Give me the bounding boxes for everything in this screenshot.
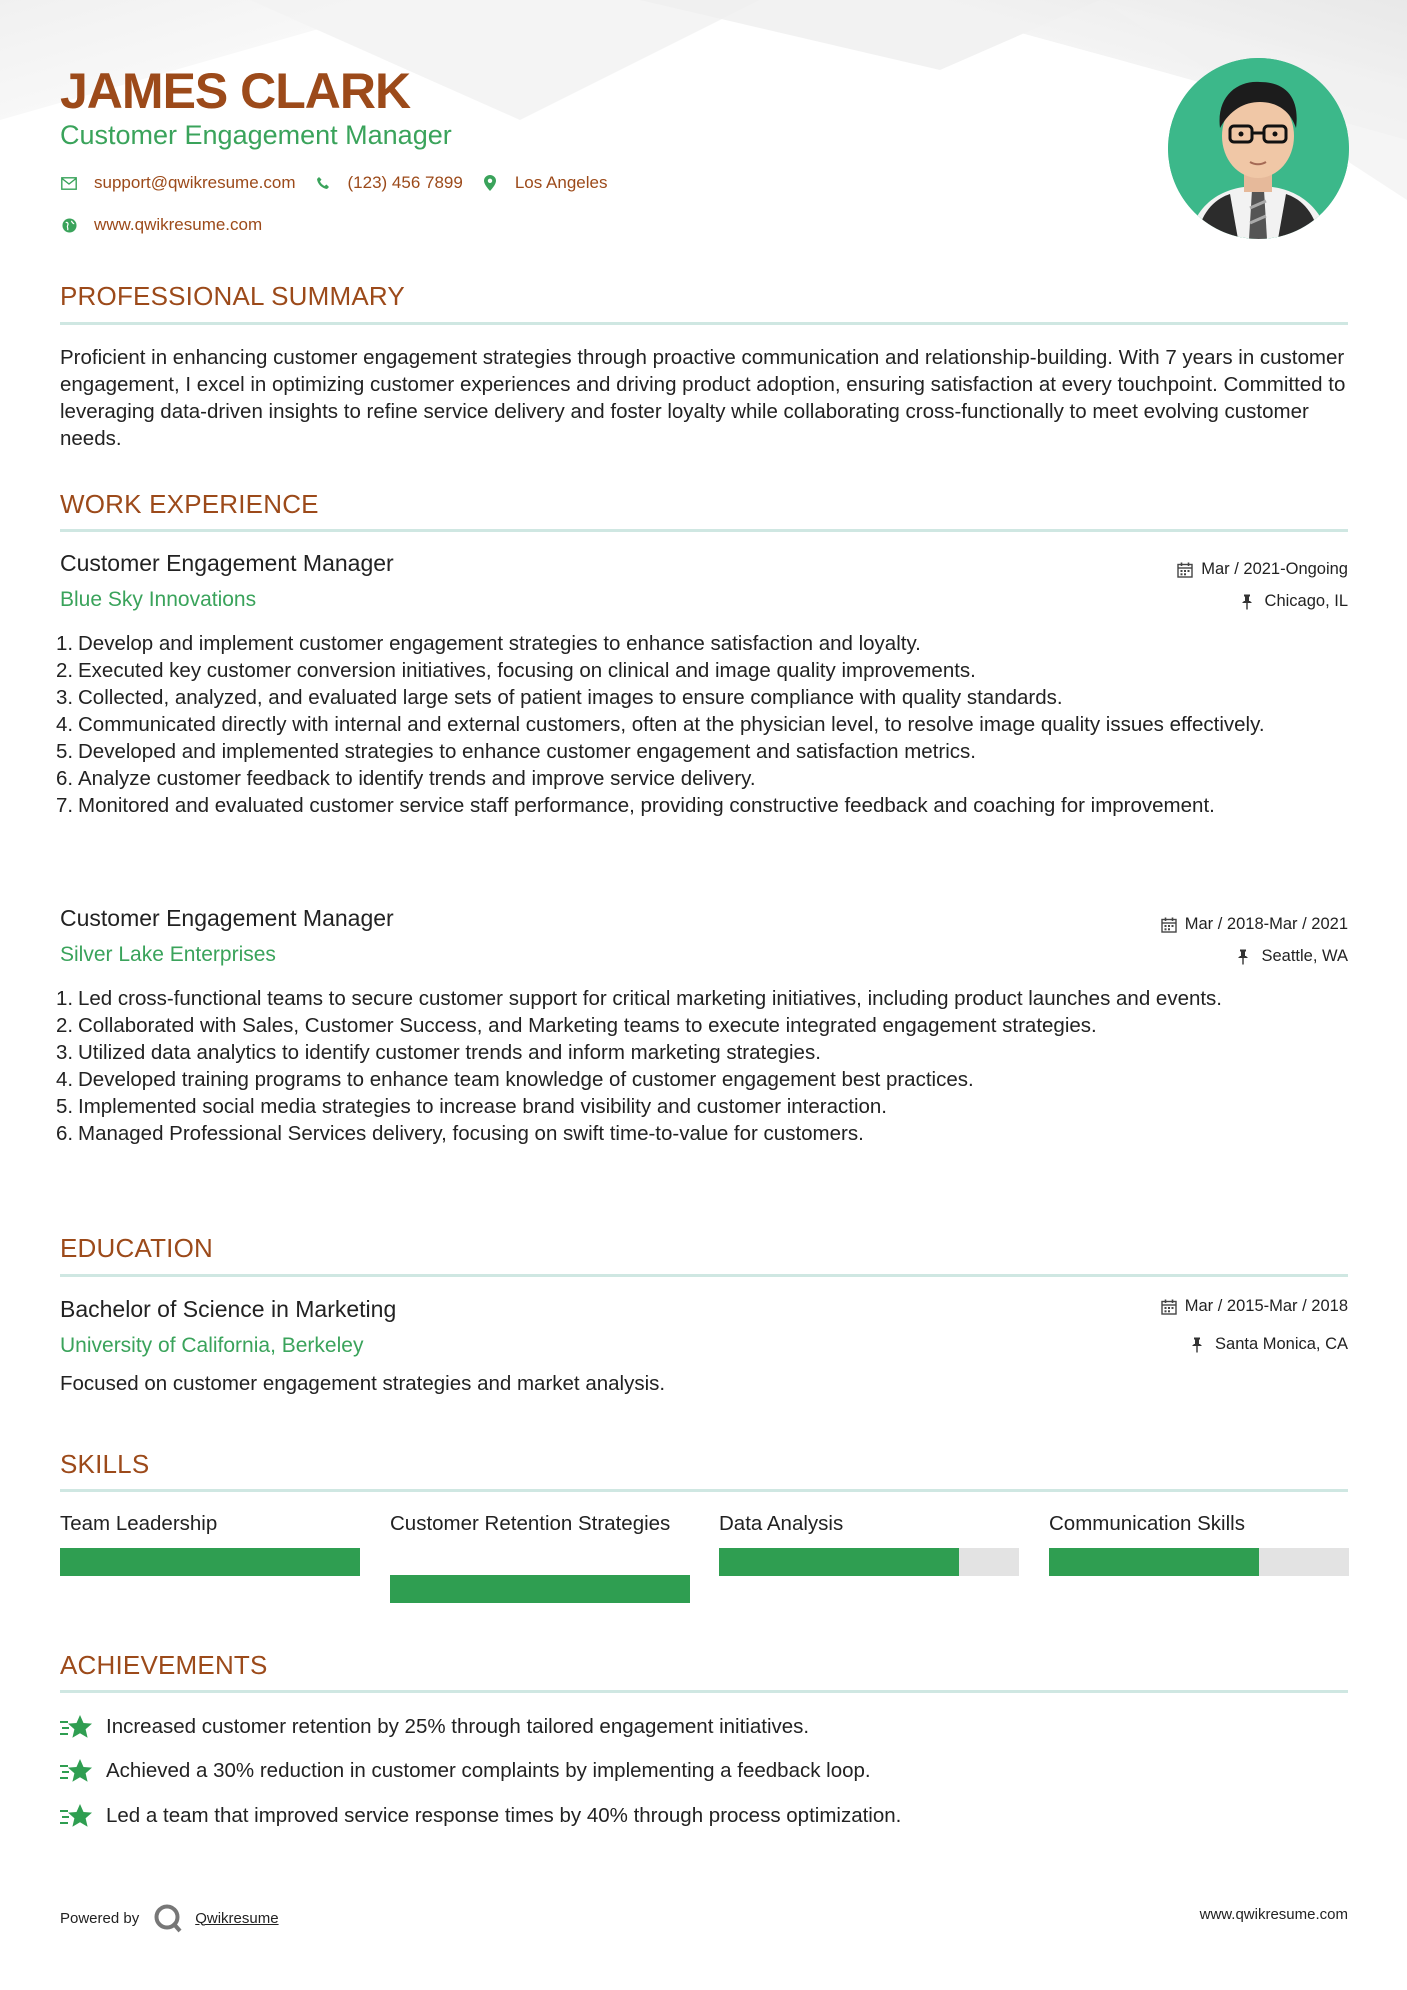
section-divider — [60, 1489, 1348, 1492]
website-item — [60, 215, 262, 235]
job-bullet-item: Analyze customer feedback to identify trends and improve service delivery. — [78, 767, 756, 790]
skill-bar — [1049, 1548, 1349, 1576]
education-dates-text: Mar / 2015-Mar / 2018 — [1184, 1297, 1348, 1315]
job-bullet-item: Developed training programs to enhance team knowledge of customer engagement best practices. — [78, 1068, 974, 1091]
qwikresume-logo-icon — [153, 1903, 183, 1933]
star-icon — [60, 1757, 94, 1785]
education-location — [1191, 1335, 1348, 1354]
skill-item — [390, 1510, 690, 1537]
envelope-icon — [60, 174, 78, 192]
job-location — [1237, 947, 1348, 966]
skill-item — [60, 1510, 360, 1537]
skill-label: Data Analysis — [719, 1512, 844, 1535]
job-bullet-item: Implemented social media strategies to increase brand visibility and customer interaction. — [78, 1095, 887, 1118]
website-text[interactable]: www.qwikresume.com — [94, 215, 263, 234]
section-divider — [60, 322, 1348, 325]
contact-row — [60, 173, 625, 193]
education-location-text: Santa Monica, CA — [1215, 1335, 1348, 1353]
job-bullet-item: Develop and implement customer engagement strategies to enhance satisfaction and loyalty. — [78, 632, 921, 655]
summary-text: Proficient in enhancing customer engagement strategies through proactive communication and relationship-building. With 7 years in customer engagement, I excel in optimizing customer experiences and driving product adoption, ensuring satisfaction at every touchpoint. Committed to leveraging data-driven insights to refine service delivery and foster loyalty while collaborating cross-functionally to meet evolving customer needs. — [60, 346, 1346, 450]
job-dates-text: Mar / 2021-Ongoing — [1201, 560, 1348, 578]
candidate-name: JAMES CLARK — [60, 63, 411, 119]
job-location-text: Chicago, IL — [1264, 592, 1348, 610]
skills-heading: SKILLS — [60, 1449, 150, 1479]
footer-powered-by — [60, 1903, 279, 1933]
pushpin-icon — [1237, 949, 1253, 965]
skill-bar-fill — [60, 1548, 360, 1576]
job-bullet-item: Communicated directly with internal and external customers, often at the physician level, to resolve image quality issues effectively. — [78, 713, 1265, 736]
school-name: University of California, Berkeley — [60, 1334, 364, 1357]
skill-bar-fill — [719, 1548, 959, 1576]
job-bullet-item: Executed key customer conversion initiatives, focusing on clinical and image quality improvements. — [78, 659, 976, 682]
email-text[interactable]: support@qwikresume.com — [94, 173, 296, 192]
job-bullet-item: Monitored and evaluated customer service staff performance, providing constructive feedback and coaching for improvement. — [78, 794, 1215, 817]
location-text: Los Angeles — [514, 173, 608, 192]
skill-bar — [60, 1548, 360, 1576]
education-description: Focused on customer engagement strategies and market analysis. — [60, 1372, 666, 1395]
skill-label: Communication Skills — [1049, 1512, 1245, 1535]
skill-bar-fill — [390, 1575, 690, 1603]
job-bullets — [60, 630, 1348, 819]
degree-title: Bachelor of Science in Marketing — [60, 1296, 397, 1322]
location-item — [481, 173, 608, 193]
job-location-text: Seattle, WA — [1261, 947, 1348, 965]
email-item — [60, 173, 296, 193]
job-dates — [1161, 915, 1348, 934]
candidate-role: Customer Engagement Manager — [60, 120, 452, 150]
job-bullet-item: Managed Professional Services delivery, focusing on swift time-to-value for customers. — [78, 1122, 864, 1145]
job-bullets — [60, 985, 1348, 1147]
pushpin-icon — [1191, 1337, 1207, 1353]
job-bullet-item: Collaborated with Sales, Customer Success, and Marketing teams to execute integrated engagement strategies. — [78, 1014, 1097, 1037]
achievement-text: Increased customer retention by 25% through tailored engagement initiatives. — [106, 1715, 810, 1738]
summary-heading: PROFESSIONAL SUMMARY — [60, 281, 405, 311]
skill-bar — [390, 1575, 690, 1603]
achievements-heading: ACHIEVEMENTS — [60, 1650, 268, 1680]
footer-website[interactable]: www.qwikresume.com — [1199, 1906, 1348, 1923]
job-title: Customer Engagement Manager — [60, 550, 394, 576]
star-icon — [60, 1713, 94, 1741]
education-dates — [1161, 1297, 1348, 1316]
phone-text: (123) 456 7899 — [347, 173, 463, 192]
skill-item — [1049, 1510, 1349, 1537]
calendar-icon — [1161, 1299, 1177, 1315]
skill-label: Customer Retention Strategies — [390, 1512, 671, 1535]
job-bullet-item: Utilized data analytics to identify customer trends and inform marketing strategies. — [78, 1041, 821, 1064]
section-divider — [60, 529, 1348, 532]
job-dates — [1177, 560, 1348, 579]
phone-item — [314, 173, 463, 193]
pushpin-icon — [1241, 594, 1257, 610]
map-pin-icon — [481, 174, 499, 192]
phone-icon — [314, 174, 332, 192]
skill-item — [719, 1510, 1019, 1537]
job-bullet-item: Collected, analyzed, and evaluated large sets of patient images to ensure compliance with quality standards. — [78, 686, 1063, 709]
website-row — [60, 215, 280, 235]
job-title: Customer Engagement Manager — [60, 905, 394, 931]
job-location — [1241, 592, 1348, 611]
calendar-icon — [1161, 917, 1177, 933]
job-bullet-item: Developed and implemented strategies to enhance customer engagement and satisfaction metrics. — [78, 740, 976, 763]
globe-icon — [60, 216, 78, 234]
achievement-item — [60, 1802, 901, 1830]
section-divider — [60, 1690, 1348, 1693]
skill-bar-fill — [1049, 1548, 1259, 1576]
company-name: Blue Sky Innovations — [60, 588, 257, 611]
star-icon — [60, 1802, 94, 1830]
company-name: Silver Lake Enterprises — [60, 943, 276, 966]
job-bullet-item: Led cross-functional teams to secure customer support for critical marketing initiatives, including product launches and events. — [78, 987, 1223, 1010]
achievement-text: Achieved a 30% reduction in customer complaints by implementing a feedback loop. — [106, 1759, 871, 1782]
skill-bar — [719, 1548, 1019, 1576]
powered-by-text: Powered by — [60, 1909, 140, 1927]
achievement-item — [60, 1713, 809, 1741]
achievement-text: Led a team that improved service response times by 40% through process optimization. — [106, 1804, 902, 1827]
achievement-item — [60, 1757, 871, 1785]
calendar-icon — [1177, 562, 1193, 578]
section-divider — [60, 1274, 1348, 1277]
job-dates-text: Mar / 2018-Mar / 2021 — [1184, 915, 1348, 933]
profile-photo — [1168, 58, 1349, 239]
experience-heading: WORK EXPERIENCE — [60, 489, 319, 519]
qwikresume-link[interactable]: Qwikresume — [195, 1909, 279, 1927]
skill-label: Team Leadership — [60, 1512, 218, 1535]
education-heading: EDUCATION — [60, 1233, 213, 1263]
